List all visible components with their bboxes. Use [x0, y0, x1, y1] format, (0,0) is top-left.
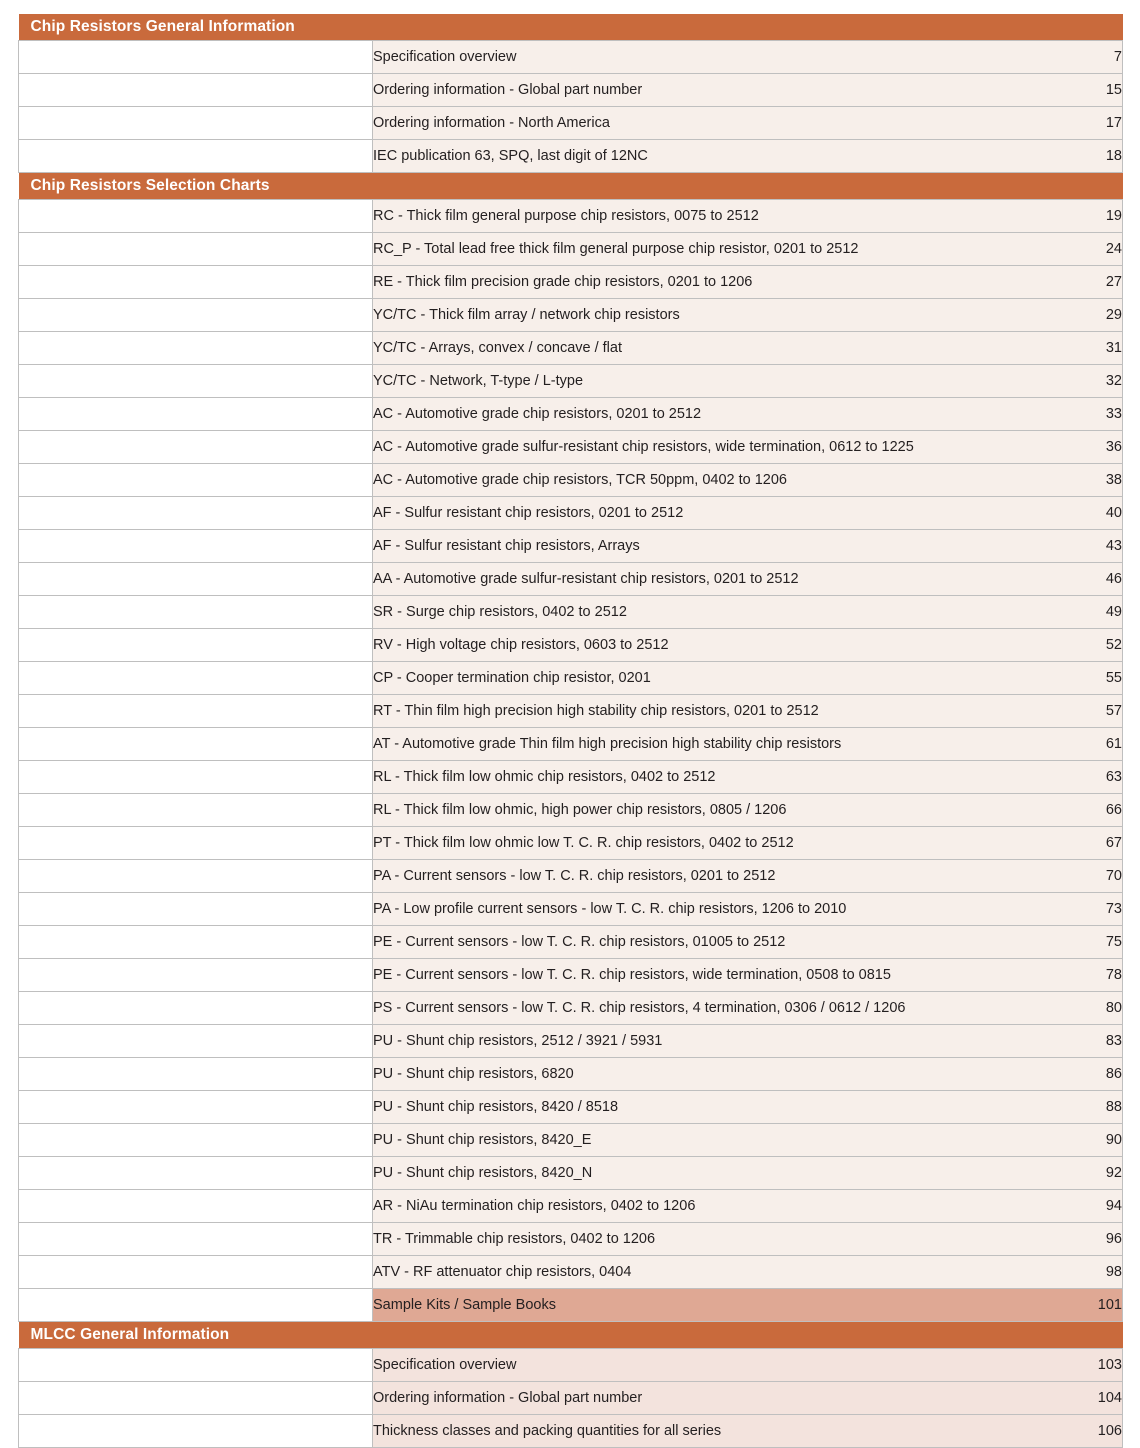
toc-entry-row[interactable] [19, 1223, 1123, 1256]
entry-left-spacer-cell [19, 233, 373, 266]
entry-title[interactable]: PU - Shunt chip resistors, 8420 / 8518 [373, 1091, 1053, 1124]
entry-left-spacer-cell [19, 1025, 373, 1058]
entry-title[interactable]: PE - Current sensors - low T. C. R. chip resistors, 01005 to 2512 [373, 926, 1053, 959]
section-header-row [19, 14, 1123, 41]
entry-left-spacer-cell [19, 827, 373, 860]
entry-left-spacer-cell [19, 497, 373, 530]
entry-title[interactable]: PU - Shunt chip resistors, 8420_N [373, 1157, 1053, 1190]
entry-left-spacer-cell [19, 893, 373, 926]
entry-page-number[interactable]: 31 [1053, 332, 1123, 365]
toc-entry-row[interactable] [19, 926, 1123, 959]
entry-page-number[interactable]: 83 [1053, 1025, 1123, 1058]
toc-entry-row[interactable] [19, 398, 1123, 431]
entry-title[interactable]: AR - NiAu termination chip resistors, 0402 to 1206 [373, 1190, 1053, 1223]
entry-title[interactable]: Thickness classes and packing quantities for all series [373, 1415, 1053, 1448]
toc-entry-row[interactable] [19, 1058, 1123, 1091]
entry-left-spacer-cell [19, 200, 373, 233]
entry-page-number[interactable]: 27 [1053, 266, 1123, 299]
entry-page-number[interactable]: 24 [1053, 233, 1123, 266]
entry-page-number[interactable]: 7 [1053, 41, 1123, 74]
toc-entry-row[interactable] [19, 596, 1123, 629]
toc-entry-row[interactable] [19, 629, 1123, 662]
entry-left-spacer-cell [19, 860, 373, 893]
entry-title[interactable]: Specification overview [373, 41, 1053, 74]
section-heading: MLCC General Information [19, 1322, 1123, 1349]
entry-left-spacer-cell [19, 398, 373, 431]
entry-title[interactable]: PU - Shunt chip resistors, 6820 [373, 1058, 1053, 1091]
entry-title[interactable]: PU - Shunt chip resistors, 8420_E [373, 1124, 1053, 1157]
entry-left-spacer-cell [19, 530, 373, 563]
toc-entry-row[interactable] [19, 959, 1123, 992]
entry-left-spacer-cell [19, 1058, 373, 1091]
toc-body [19, 14, 1123, 1448]
entry-title[interactable]: AC - Automotive grade chip resistors, TCR 50ppm, 0402 to 1206 [373, 464, 1053, 497]
section-header-row [19, 173, 1123, 200]
entry-left-spacer-cell [19, 728, 373, 761]
entry-title[interactable]: PT - Thick film low ohmic low T. C. R. chip resistors, 0402 to 2512 [373, 827, 1053, 860]
entry-page-number[interactable]: 40 [1053, 497, 1123, 530]
entry-title[interactable]: ATV - RF attenuator chip resistors, 0404 [373, 1256, 1053, 1289]
entry-page-number[interactable]: 103 [1053, 1349, 1123, 1382]
entry-page-number[interactable]: 104 [1053, 1382, 1123, 1415]
entry-title[interactable]: AT - Automotive grade Thin film high precision high stability chip resistors [373, 728, 1053, 761]
entry-title[interactable]: AF - Sulfur resistant chip resistors, Arrays [373, 530, 1053, 563]
toc-entry-row[interactable] [19, 332, 1123, 365]
entry-page-number[interactable]: 52 [1053, 629, 1123, 662]
toc-entry-row[interactable] [19, 107, 1123, 140]
entry-left-spacer-cell [19, 662, 373, 695]
toc-entry-row[interactable] [19, 266, 1123, 299]
toc-entry-row[interactable] [19, 794, 1123, 827]
toc-entry-row[interactable] [19, 431, 1123, 464]
toc-entry-row[interactable] [19, 1190, 1123, 1223]
entry-page-number[interactable]: 38 [1053, 464, 1123, 497]
entry-page-number[interactable]: 33 [1053, 398, 1123, 431]
entry-left-spacer-cell [19, 365, 373, 398]
entry-title[interactable]: RL - Thick film low ohmic, high power chip resistors, 0805 / 1206 [373, 794, 1053, 827]
entry-page-number[interactable]: 17 [1053, 107, 1123, 140]
entry-page-number[interactable]: 32 [1053, 365, 1123, 398]
toc-entry-row[interactable] [19, 200, 1123, 233]
entry-left-spacer-cell [19, 1091, 373, 1124]
entry-left-spacer-cell [19, 1157, 373, 1190]
toc-entry-row[interactable] [19, 1415, 1123, 1448]
toc-entry-row[interactable] [19, 497, 1123, 530]
entry-page-number[interactable]: 96 [1053, 1223, 1123, 1256]
entry-title[interactable]: PA - Low profile current sensors - low T. C. R. chip resistors, 1206 to 2010 [373, 893, 1053, 926]
toc-entry-row[interactable] [19, 662, 1123, 695]
toc-entry-row[interactable] [19, 140, 1123, 173]
toc-entry-row[interactable] [19, 299, 1123, 332]
entry-title[interactable]: AC - Automotive grade chip resistors, 0201 to 2512 [373, 398, 1053, 431]
toc-entry-row[interactable] [19, 74, 1123, 107]
entry-left-spacer-cell [19, 1124, 373, 1157]
entry-title[interactable]: Ordering information - Global part number [373, 1382, 1053, 1415]
entry-title[interactable]: YC/TC - Thick film array / network chip resistors [373, 299, 1053, 332]
toc-entry-row[interactable] [19, 761, 1123, 794]
section-heading: Chip Resistors General Information [19, 14, 1123, 41]
entry-title[interactable]: AA - Automotive grade sulfur-resistant chip resistors, 0201 to 2512 [373, 563, 1053, 596]
entry-title[interactable]: PU - Shunt chip resistors, 2512 / 3921 / 5931 [373, 1025, 1053, 1058]
entry-left-spacer-cell [19, 1382, 373, 1415]
toc-entry-row[interactable] [19, 860, 1123, 893]
toc-entry-row[interactable] [19, 1124, 1123, 1157]
section-header-row [19, 1322, 1123, 1349]
entry-left-spacer-cell [19, 107, 373, 140]
entry-page-number[interactable]: 73 [1053, 893, 1123, 926]
entry-page-number[interactable]: 18 [1053, 140, 1123, 173]
toc-entry-row[interactable] [19, 563, 1123, 596]
toc-entry-row[interactable] [19, 893, 1123, 926]
entry-left-spacer-cell [19, 41, 373, 74]
entry-page-number[interactable]: 49 [1053, 596, 1123, 629]
toc-entry-row[interactable] [19, 1349, 1123, 1382]
entry-title[interactable]: RT - Thin film high precision high stability chip resistors, 0201 to 2512 [373, 695, 1053, 728]
entry-title[interactable]: CP - Cooper termination chip resistor, 0201 [373, 662, 1053, 695]
entry-left-spacer-cell [19, 431, 373, 464]
entry-page-number[interactable]: 36 [1053, 431, 1123, 464]
entry-page-number[interactable]: 63 [1053, 761, 1123, 794]
toc-entry-row[interactable] [19, 41, 1123, 74]
entry-left-spacer-cell [19, 794, 373, 827]
entry-page-number[interactable]: 86 [1053, 1058, 1123, 1091]
toc-entry-row[interactable] [19, 1382, 1123, 1415]
entry-left-spacer-cell [19, 1415, 373, 1448]
entry-title[interactable]: AC - Automotive grade sulfur-resistant chip resistors, wide termination, 0612 to 1225 [373, 431, 1053, 464]
entry-page-number[interactable]: 70 [1053, 860, 1123, 893]
entry-left-spacer-cell [19, 1190, 373, 1223]
entry-left-spacer-cell [19, 464, 373, 497]
toc-entry-row[interactable] [19, 992, 1123, 1025]
entry-left-spacer-cell [19, 1256, 373, 1289]
toc-table [18, 14, 1123, 1448]
entry-left-spacer-cell [19, 140, 373, 173]
entry-left-spacer-cell [19, 1349, 373, 1382]
entry-title[interactable]: Ordering information - North America [373, 107, 1053, 140]
entry-page-number[interactable]: 78 [1053, 959, 1123, 992]
entry-left-spacer-cell [19, 629, 373, 662]
entry-page-number[interactable]: 61 [1053, 728, 1123, 761]
entry-page-number[interactable]: 106 [1053, 1415, 1123, 1448]
entry-title[interactable]: Sample Kits / Sample Books [373, 1289, 1053, 1322]
entry-page-number[interactable]: 15 [1053, 74, 1123, 107]
entry-left-spacer-cell [19, 926, 373, 959]
toc-entry-row[interactable] [19, 1157, 1123, 1190]
entry-title[interactable]: YC/TC - Network, T-type / L-type [373, 365, 1053, 398]
entry-page-number[interactable]: 67 [1053, 827, 1123, 860]
entry-left-spacer-cell [19, 266, 373, 299]
entry-page-number[interactable]: 94 [1053, 1190, 1123, 1223]
entry-page-number[interactable]: 80 [1053, 992, 1123, 1025]
entry-left-spacer-cell [19, 332, 373, 365]
section-heading: Chip Resistors Selection Charts [19, 173, 1123, 200]
entry-page-number[interactable]: 90 [1053, 1124, 1123, 1157]
entry-page-number[interactable]: 101 [1053, 1289, 1123, 1322]
entry-page-number[interactable]: 88 [1053, 1091, 1123, 1124]
toc-entry-row[interactable] [19, 233, 1123, 266]
entry-page-number[interactable]: 19 [1053, 200, 1123, 233]
toc-entry-row[interactable] [19, 530, 1123, 563]
entry-left-spacer-cell [19, 1223, 373, 1256]
toc-entry-row[interactable] [19, 695, 1123, 728]
entry-title[interactable]: RE - Thick film precision grade chip resistors, 0201 to 1206 [373, 266, 1053, 299]
toc-entry-row[interactable] [19, 1025, 1123, 1058]
entry-left-spacer-cell [19, 563, 373, 596]
entry-title[interactable]: IEC publication 63, SPQ, last digit of 12NC [373, 140, 1053, 173]
entry-title[interactable]: PA - Current sensors - low T. C. R. chip resistors, 0201 to 2512 [373, 860, 1053, 893]
entry-page-number[interactable]: 55 [1053, 662, 1123, 695]
entry-left-spacer-cell [19, 761, 373, 794]
toc-entry-row[interactable] [19, 1256, 1123, 1289]
entry-title[interactable]: RC - Thick film general purpose chip resistors, 0075 to 2512 [373, 200, 1053, 233]
entry-title[interactable]: SR - Surge chip resistors, 0402 to 2512 [373, 596, 1053, 629]
entry-title[interactable]: Specification overview [373, 1349, 1053, 1382]
entry-left-spacer-cell [19, 596, 373, 629]
entry-left-spacer-cell [19, 1289, 373, 1322]
toc-entry-row[interactable] [19, 827, 1123, 860]
entry-page-number[interactable]: 57 [1053, 695, 1123, 728]
entry-title[interactable]: TR - Trimmable chip resistors, 0402 to 1206 [373, 1223, 1053, 1256]
entry-title[interactable]: RL - Thick film low ohmic chip resistors, 0402 to 2512 [373, 761, 1053, 794]
entry-page-number[interactable]: 43 [1053, 530, 1123, 563]
entry-title[interactable]: YC/TC - Arrays, convex / concave / flat [373, 332, 1053, 365]
toc-entry-row[interactable] [19, 1289, 1123, 1322]
entry-title[interactable]: PE - Current sensors - low T. C. R. chip resistors, wide termination, 0508 to 0815 [373, 959, 1053, 992]
toc-entry-row[interactable] [19, 1091, 1123, 1124]
entry-left-spacer-cell [19, 299, 373, 332]
toc-entry-row[interactable] [19, 728, 1123, 761]
entry-title[interactable]: RC_P - Total lead free thick film general purpose chip resistor, 0201 to 2512 [373, 233, 1053, 266]
entry-title[interactable]: RV - High voltage chip resistors, 0603 to 2512 [373, 629, 1053, 662]
entry-page-number[interactable]: 98 [1053, 1256, 1123, 1289]
entry-page-number[interactable]: 75 [1053, 926, 1123, 959]
entry-left-spacer-cell [19, 695, 373, 728]
toc-entry-row[interactable] [19, 365, 1123, 398]
entry-page-number[interactable]: 29 [1053, 299, 1123, 332]
entry-left-spacer-cell [19, 959, 373, 992]
entry-left-spacer-cell [19, 992, 373, 1025]
entry-page-number[interactable]: 66 [1053, 794, 1123, 827]
entry-title[interactable]: AF - Sulfur resistant chip resistors, 0201 to 2512 [373, 497, 1053, 530]
entry-title[interactable]: Ordering information - Global part number [373, 74, 1053, 107]
entry-page-number[interactable]: 46 [1053, 563, 1123, 596]
toc-entry-row[interactable] [19, 464, 1123, 497]
entry-left-spacer-cell [19, 74, 373, 107]
entry-title[interactable]: PS - Current sensors - low T. C. R. chip resistors, 4 termination, 0306 / 0612 / 1206 [373, 992, 1053, 1025]
entry-page-number[interactable]: 92 [1053, 1157, 1123, 1190]
